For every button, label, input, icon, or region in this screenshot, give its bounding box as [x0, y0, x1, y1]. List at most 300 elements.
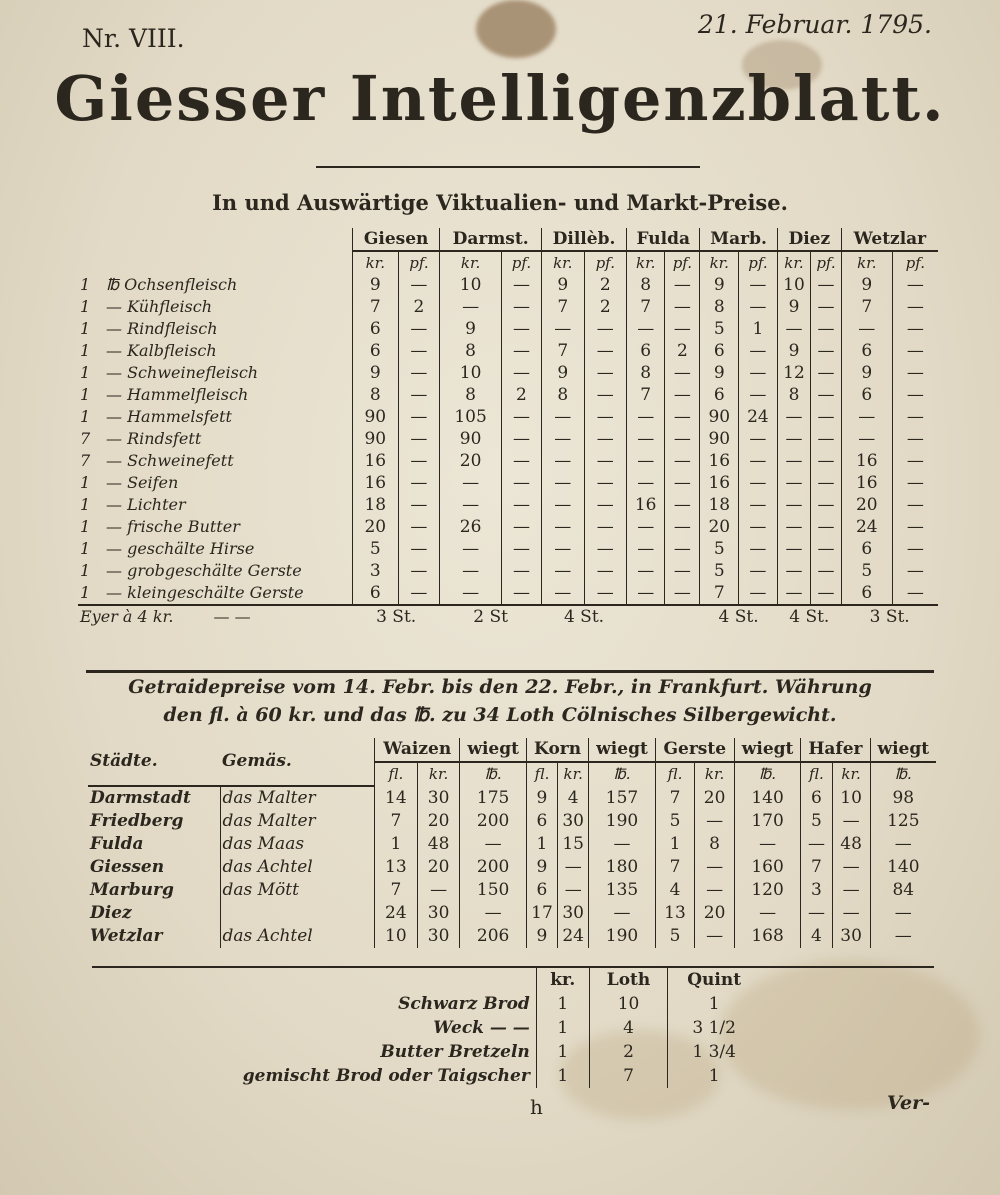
grain-cell: 9: [526, 925, 557, 948]
table-row: [78, 450, 938, 472]
price-cell: —: [627, 516, 665, 538]
price-cell: —: [665, 406, 700, 428]
price-cell: 8: [440, 340, 502, 362]
price-cell: 24: [739, 406, 778, 428]
item-qty: 1: [80, 473, 91, 492]
table-row: [88, 833, 936, 856]
grain-cell: 200: [460, 856, 526, 879]
price-cell: —: [398, 274, 440, 296]
grain-cell: 180: [589, 856, 655, 879]
price-cell: —: [892, 560, 938, 582]
city-name: Marburg: [90, 880, 174, 900]
signature-mark: h: [530, 1095, 543, 1119]
price-cell: —: [440, 582, 502, 605]
table-row: [78, 428, 938, 450]
price-cell: —: [501, 318, 541, 340]
grain-cell: 1: [655, 833, 695, 856]
catchword: Ver-: [887, 1092, 930, 1114]
item-qty: 1: [80, 341, 91, 360]
city-name: Friedberg: [90, 811, 184, 831]
item-name: ℔ Ochsenfleisch: [106, 275, 238, 294]
price-cell: —: [398, 384, 440, 406]
price-cell: —: [584, 560, 627, 582]
grain-cell: 157: [589, 786, 655, 810]
price-cell: —: [398, 318, 440, 340]
grain-header: Hafer: [801, 738, 870, 762]
item-name: — Rindsfett: [106, 429, 202, 448]
price-cell: —: [739, 428, 778, 450]
unit-pf: pf.: [501, 251, 541, 274]
eggs-count: 4 St.: [563, 607, 605, 627]
price-cell: 7: [627, 296, 665, 318]
grain-cell: 9: [526, 786, 557, 810]
price-cell: —: [739, 538, 778, 560]
price-cell: —: [398, 472, 440, 494]
price-cell: —: [665, 384, 700, 406]
price-cell: —: [665, 274, 700, 296]
item-qty: 7: [80, 429, 91, 448]
price-cell: 2: [398, 296, 440, 318]
price-cell: —: [665, 560, 700, 582]
price-cell: 16: [627, 494, 665, 516]
price-cell: —: [665, 538, 700, 560]
price-cell: —: [777, 538, 810, 560]
bread-loth: 2: [589, 1040, 668, 1064]
price-cell: —: [811, 582, 842, 605]
price-cell: —: [501, 406, 541, 428]
bread-quint: 1: [668, 1064, 760, 1088]
price-cell: —: [584, 538, 627, 560]
city-header: Wetzlar: [841, 228, 938, 251]
unit-kr: kr.: [417, 762, 460, 786]
grain-cell: 10: [832, 786, 870, 810]
blank-header: [78, 228, 353, 251]
grain-cell: —: [870, 902, 936, 925]
eggs-label: [78, 605, 353, 628]
item-label: [78, 362, 353, 384]
grain-cell: 168: [734, 925, 800, 948]
grain-cell: 48: [832, 833, 870, 856]
city-header: Giesen: [353, 228, 440, 251]
section-rule-1: [86, 670, 934, 673]
price-cell: —: [739, 274, 778, 296]
price-cell: 5: [841, 560, 892, 582]
price-cell: —: [811, 318, 842, 340]
gemaes-header: Gemäs.: [220, 738, 375, 786]
table-row: [78, 516, 938, 538]
measure-unit: das Achtel: [220, 925, 375, 948]
price-cell: —: [627, 450, 665, 472]
grain-cell: 48: [417, 833, 460, 856]
grain-cell: 30: [832, 925, 870, 948]
item-qty: 1: [80, 297, 91, 316]
item-qty: 1: [80, 319, 91, 338]
grain-cell: 6: [801, 786, 832, 810]
grain-cell: 5: [655, 925, 695, 948]
item-name: — Hammelfleisch: [106, 385, 249, 404]
city-name: Diez: [90, 903, 132, 923]
bread-quint: 1: [668, 992, 760, 1016]
price-cell: —: [584, 494, 627, 516]
price-cell: —: [892, 274, 938, 296]
price-cell: —: [892, 494, 938, 516]
price-cell: —: [584, 362, 627, 384]
wiegt-header: wiegt: [734, 738, 800, 762]
price-cell: —: [892, 472, 938, 494]
item-name: — Kühfleisch: [106, 297, 213, 316]
table-row: [78, 582, 938, 605]
price-cell: —: [777, 450, 810, 472]
price-cell: 5: [700, 318, 739, 340]
price-cell: —: [777, 494, 810, 516]
price-cell: —: [440, 296, 502, 318]
table-row: [120, 1016, 760, 1040]
bread-loth: 10: [589, 992, 668, 1016]
grain-cell: —: [870, 833, 936, 856]
item-label: [78, 450, 353, 472]
staedte-header: Städte.: [88, 738, 220, 786]
item-qty: 1: [80, 517, 91, 536]
item-label: [78, 538, 353, 560]
grain-cell: 13: [375, 856, 418, 879]
bread-table: [120, 968, 760, 1088]
unit-pf: pf.: [739, 251, 778, 274]
unit-pf: pf.: [665, 251, 700, 274]
price-cell: 9: [700, 274, 739, 296]
price-cell: —: [777, 560, 810, 582]
bread-col-header: kr.: [536, 968, 589, 992]
price-cell: 6: [841, 384, 892, 406]
price-cell: —: [739, 384, 778, 406]
price-cell: —: [584, 406, 627, 428]
price-cell: —: [501, 450, 541, 472]
price-cell: —: [811, 362, 842, 384]
bread-col-header: Loth: [589, 968, 668, 992]
measure-unit: [220, 902, 375, 925]
grain-cell: 13: [655, 902, 695, 925]
grain-cell: 150: [460, 879, 526, 902]
price-cell: —: [627, 472, 665, 494]
eggs-count: [627, 605, 700, 628]
price-cell: 7: [353, 296, 399, 318]
price-cell: —: [777, 406, 810, 428]
grain-cell: 24: [558, 925, 589, 948]
unit-kr: kr.: [353, 251, 399, 274]
grain-cell: 140: [870, 856, 936, 879]
price-cell: —: [398, 428, 440, 450]
grain-cell: —: [589, 902, 655, 925]
price-cell: 20: [700, 516, 739, 538]
grain-cell: 160: [734, 856, 800, 879]
price-cell: 3: [353, 560, 399, 582]
price-cell: —: [501, 560, 541, 582]
price-cell: —: [542, 516, 585, 538]
city-header: Dillèb.: [542, 228, 627, 251]
eggs-dashes: — —: [213, 607, 251, 626]
price-cell: 7: [542, 296, 585, 318]
city-header: Fulda: [627, 228, 700, 251]
unit-kr: kr.: [558, 762, 589, 786]
price-cell: —: [892, 406, 938, 428]
price-cell: —: [584, 340, 627, 362]
issue-date: 21. Februar. 1795.: [697, 10, 932, 39]
price-cell: —: [811, 450, 842, 472]
price-cell: 20: [353, 516, 399, 538]
price-cell: 18: [353, 494, 399, 516]
item-qty: 1: [80, 407, 91, 426]
price-cell: —: [811, 538, 842, 560]
price-cell: —: [398, 450, 440, 472]
price-cell: 5: [700, 560, 739, 582]
price-cell: —: [398, 538, 440, 560]
unit-fl: fl.: [375, 762, 418, 786]
price-cell: 7: [627, 384, 665, 406]
measure-unit: das Mött: [220, 879, 375, 902]
price-cell: 9: [700, 362, 739, 384]
price-cell: —: [501, 538, 541, 560]
price-cell: —: [739, 516, 778, 538]
bread-loth: 7: [589, 1064, 668, 1088]
table-row: [78, 538, 938, 560]
price-cell: —: [542, 494, 585, 516]
price-cell: —: [627, 318, 665, 340]
wiegt-header: wiegt: [460, 738, 526, 762]
grain-cell: 20: [695, 786, 735, 810]
price-cell: —: [811, 472, 842, 494]
item-name: — grobgeschälte Gerste: [106, 561, 302, 580]
table-row: [88, 856, 936, 879]
eggs-count: 2 St: [473, 607, 508, 627]
price-cell: —: [665, 494, 700, 516]
price-cell: 24: [841, 516, 892, 538]
grain-cell: 5: [655, 810, 695, 833]
grain-cell: 9: [526, 856, 557, 879]
price-cell: 8: [440, 384, 502, 406]
grain-cell: 8: [695, 833, 735, 856]
unit-fl: fl.: [655, 762, 695, 786]
table-row: [78, 340, 938, 362]
table-row: [78, 560, 938, 582]
price-cell: —: [665, 362, 700, 384]
grain-cell: —: [734, 902, 800, 925]
price-cell: —: [501, 362, 541, 384]
title-rule: [316, 166, 700, 168]
unit-kr: kr.: [832, 762, 870, 786]
grain-cell: 3: [801, 879, 832, 902]
city-name: Fulda: [90, 834, 144, 854]
price-cell: 5: [700, 538, 739, 560]
grain-cell: 14: [375, 786, 418, 810]
table-row: [88, 786, 936, 810]
eggs-count: 3 St.: [869, 607, 910, 627]
bread-col-header: Quint: [668, 968, 760, 992]
bread-name: Schwarz Brod: [398, 994, 530, 1014]
unit-fl: fl.: [801, 762, 832, 786]
grain-cell: 4: [655, 879, 695, 902]
price-cell: —: [892, 318, 938, 340]
item-label: [78, 428, 353, 450]
price-cell: 2: [501, 384, 541, 406]
price-cell: —: [440, 538, 502, 560]
price-cell: 16: [841, 472, 892, 494]
price-cell: —: [665, 428, 700, 450]
price-cell: —: [627, 582, 665, 605]
item-label: [78, 560, 353, 582]
price-cell: —: [584, 428, 627, 450]
price-cell: 8: [542, 384, 585, 406]
grain-cell: 7: [655, 786, 695, 810]
price-cell: 9: [440, 318, 502, 340]
price-cell: —: [584, 582, 627, 605]
grain-cell: 30: [417, 902, 460, 925]
price-cell: —: [627, 560, 665, 582]
price-cell: —: [398, 406, 440, 428]
price-cell: —: [811, 296, 842, 318]
item-label: [78, 318, 353, 340]
item-label: [78, 406, 353, 428]
price-cell: —: [892, 450, 938, 472]
grain-cell: 190: [589, 925, 655, 948]
item-qty: 1: [80, 275, 91, 294]
price-cell: 10: [440, 362, 502, 384]
price-cell: —: [398, 516, 440, 538]
price-cell: —: [892, 582, 938, 605]
price-cell: —: [501, 296, 541, 318]
grain-cell: 206: [460, 925, 526, 948]
bread-kr: 1: [536, 1040, 589, 1064]
eggs-text: Eyer à 4 kr.: [80, 607, 174, 626]
price-cell: 16: [700, 472, 739, 494]
grain-cell: 20: [695, 902, 735, 925]
price-cell: 90: [353, 406, 399, 428]
price-cell: —: [739, 582, 778, 605]
eggs-count: 4 St.: [718, 607, 759, 627]
grain-table: [88, 738, 936, 948]
price-cell: 90: [353, 428, 399, 450]
price-cell: —: [739, 472, 778, 494]
price-cell: —: [542, 472, 585, 494]
city-name: Darmstadt: [90, 788, 191, 808]
blank-unit: [78, 251, 353, 274]
item-label: [78, 274, 353, 296]
price-cell: —: [892, 384, 938, 406]
grain-cell: —: [832, 810, 870, 833]
unit-pf: pf.: [584, 251, 627, 274]
item-name: — Schweinefleisch: [106, 363, 259, 382]
table-row: [88, 810, 936, 833]
price-cell: —: [501, 582, 541, 605]
unit-pf: pf.: [398, 251, 440, 274]
grain-cell: 30: [417, 786, 460, 810]
price-cell: —: [777, 472, 810, 494]
masthead-title: Giesser Intelligenzblatt.: [54, 62, 946, 135]
grain-cell: —: [695, 856, 735, 879]
grain-cell: 20: [417, 856, 460, 879]
item-qty: 1: [80, 583, 91, 602]
item-name: — Rindfleisch: [106, 319, 218, 338]
unit-pf: pf.: [892, 251, 938, 274]
price-cell: —: [811, 560, 842, 582]
grain-cell: 5: [801, 810, 832, 833]
price-cell: —: [739, 340, 778, 362]
price-cell: —: [627, 538, 665, 560]
price-cell: —: [739, 296, 778, 318]
measure-unit: das Malter: [220, 810, 375, 833]
grain-cell: 140: [734, 786, 800, 810]
grain-cell: 98: [870, 786, 936, 810]
price-cell: 8: [353, 384, 399, 406]
city-header: Darmst.: [440, 228, 542, 251]
blank-header: [120, 968, 536, 992]
price-cell: —: [892, 296, 938, 318]
price-cell: —: [501, 472, 541, 494]
price-cell: —: [739, 362, 778, 384]
price-cell: 9: [353, 274, 399, 296]
price-cell: —: [440, 494, 502, 516]
bread-quint: 1 3/4: [668, 1040, 760, 1064]
grain-cell: 4: [801, 925, 832, 948]
item-name: — Kalbfleisch: [106, 341, 217, 360]
grain-cell: —: [832, 902, 870, 925]
price-cell: —: [398, 582, 440, 605]
grain-cell: —: [801, 902, 832, 925]
price-cell: 90: [700, 406, 739, 428]
unit-kr: kr.: [700, 251, 739, 274]
price-cell: —: [777, 516, 810, 538]
bread-kr: 1: [536, 1016, 589, 1040]
price-cell: —: [665, 516, 700, 538]
table-row: [88, 902, 936, 925]
price-cell: 18: [700, 494, 739, 516]
item-name: — frische Butter: [106, 517, 240, 536]
table-row: [78, 406, 938, 428]
grain-cell: 7: [655, 856, 695, 879]
grain-cell: —: [734, 833, 800, 856]
wiegt-header: wiegt: [589, 738, 655, 762]
price-cell: 7: [700, 582, 739, 605]
price-cell: 6: [353, 340, 399, 362]
grain-cell: 15: [558, 833, 589, 856]
grain-cell: 135: [589, 879, 655, 902]
price-cell: 105: [440, 406, 502, 428]
item-qty: 1: [80, 539, 91, 558]
grain-cell: —: [870, 925, 936, 948]
price-cell: —: [542, 450, 585, 472]
price-cell: —: [584, 318, 627, 340]
item-qty: 1: [80, 561, 91, 580]
grain-cell: 30: [417, 925, 460, 948]
price-cell: —: [440, 560, 502, 582]
grain-cell: 17: [526, 902, 557, 925]
eggs-row: [78, 605, 938, 628]
grain-cell: 30: [558, 902, 589, 925]
wiegt-header: wiegt: [870, 738, 936, 762]
price-cell: 6: [841, 538, 892, 560]
price-cell: 10: [440, 274, 502, 296]
price-cell: 8: [627, 274, 665, 296]
price-cell: 9: [542, 274, 585, 296]
grain-cell: 24: [375, 902, 418, 925]
price-cell: 6: [841, 340, 892, 362]
item-name: — kleingeschälte Gerste: [106, 583, 304, 602]
price-cell: —: [501, 274, 541, 296]
price-cell: —: [542, 406, 585, 428]
grain-cell: 125: [870, 810, 936, 833]
price-cell: 9: [777, 340, 810, 362]
table-row: [78, 318, 938, 340]
price-cell: —: [892, 428, 938, 450]
unit-lb: ℔.: [870, 762, 936, 786]
